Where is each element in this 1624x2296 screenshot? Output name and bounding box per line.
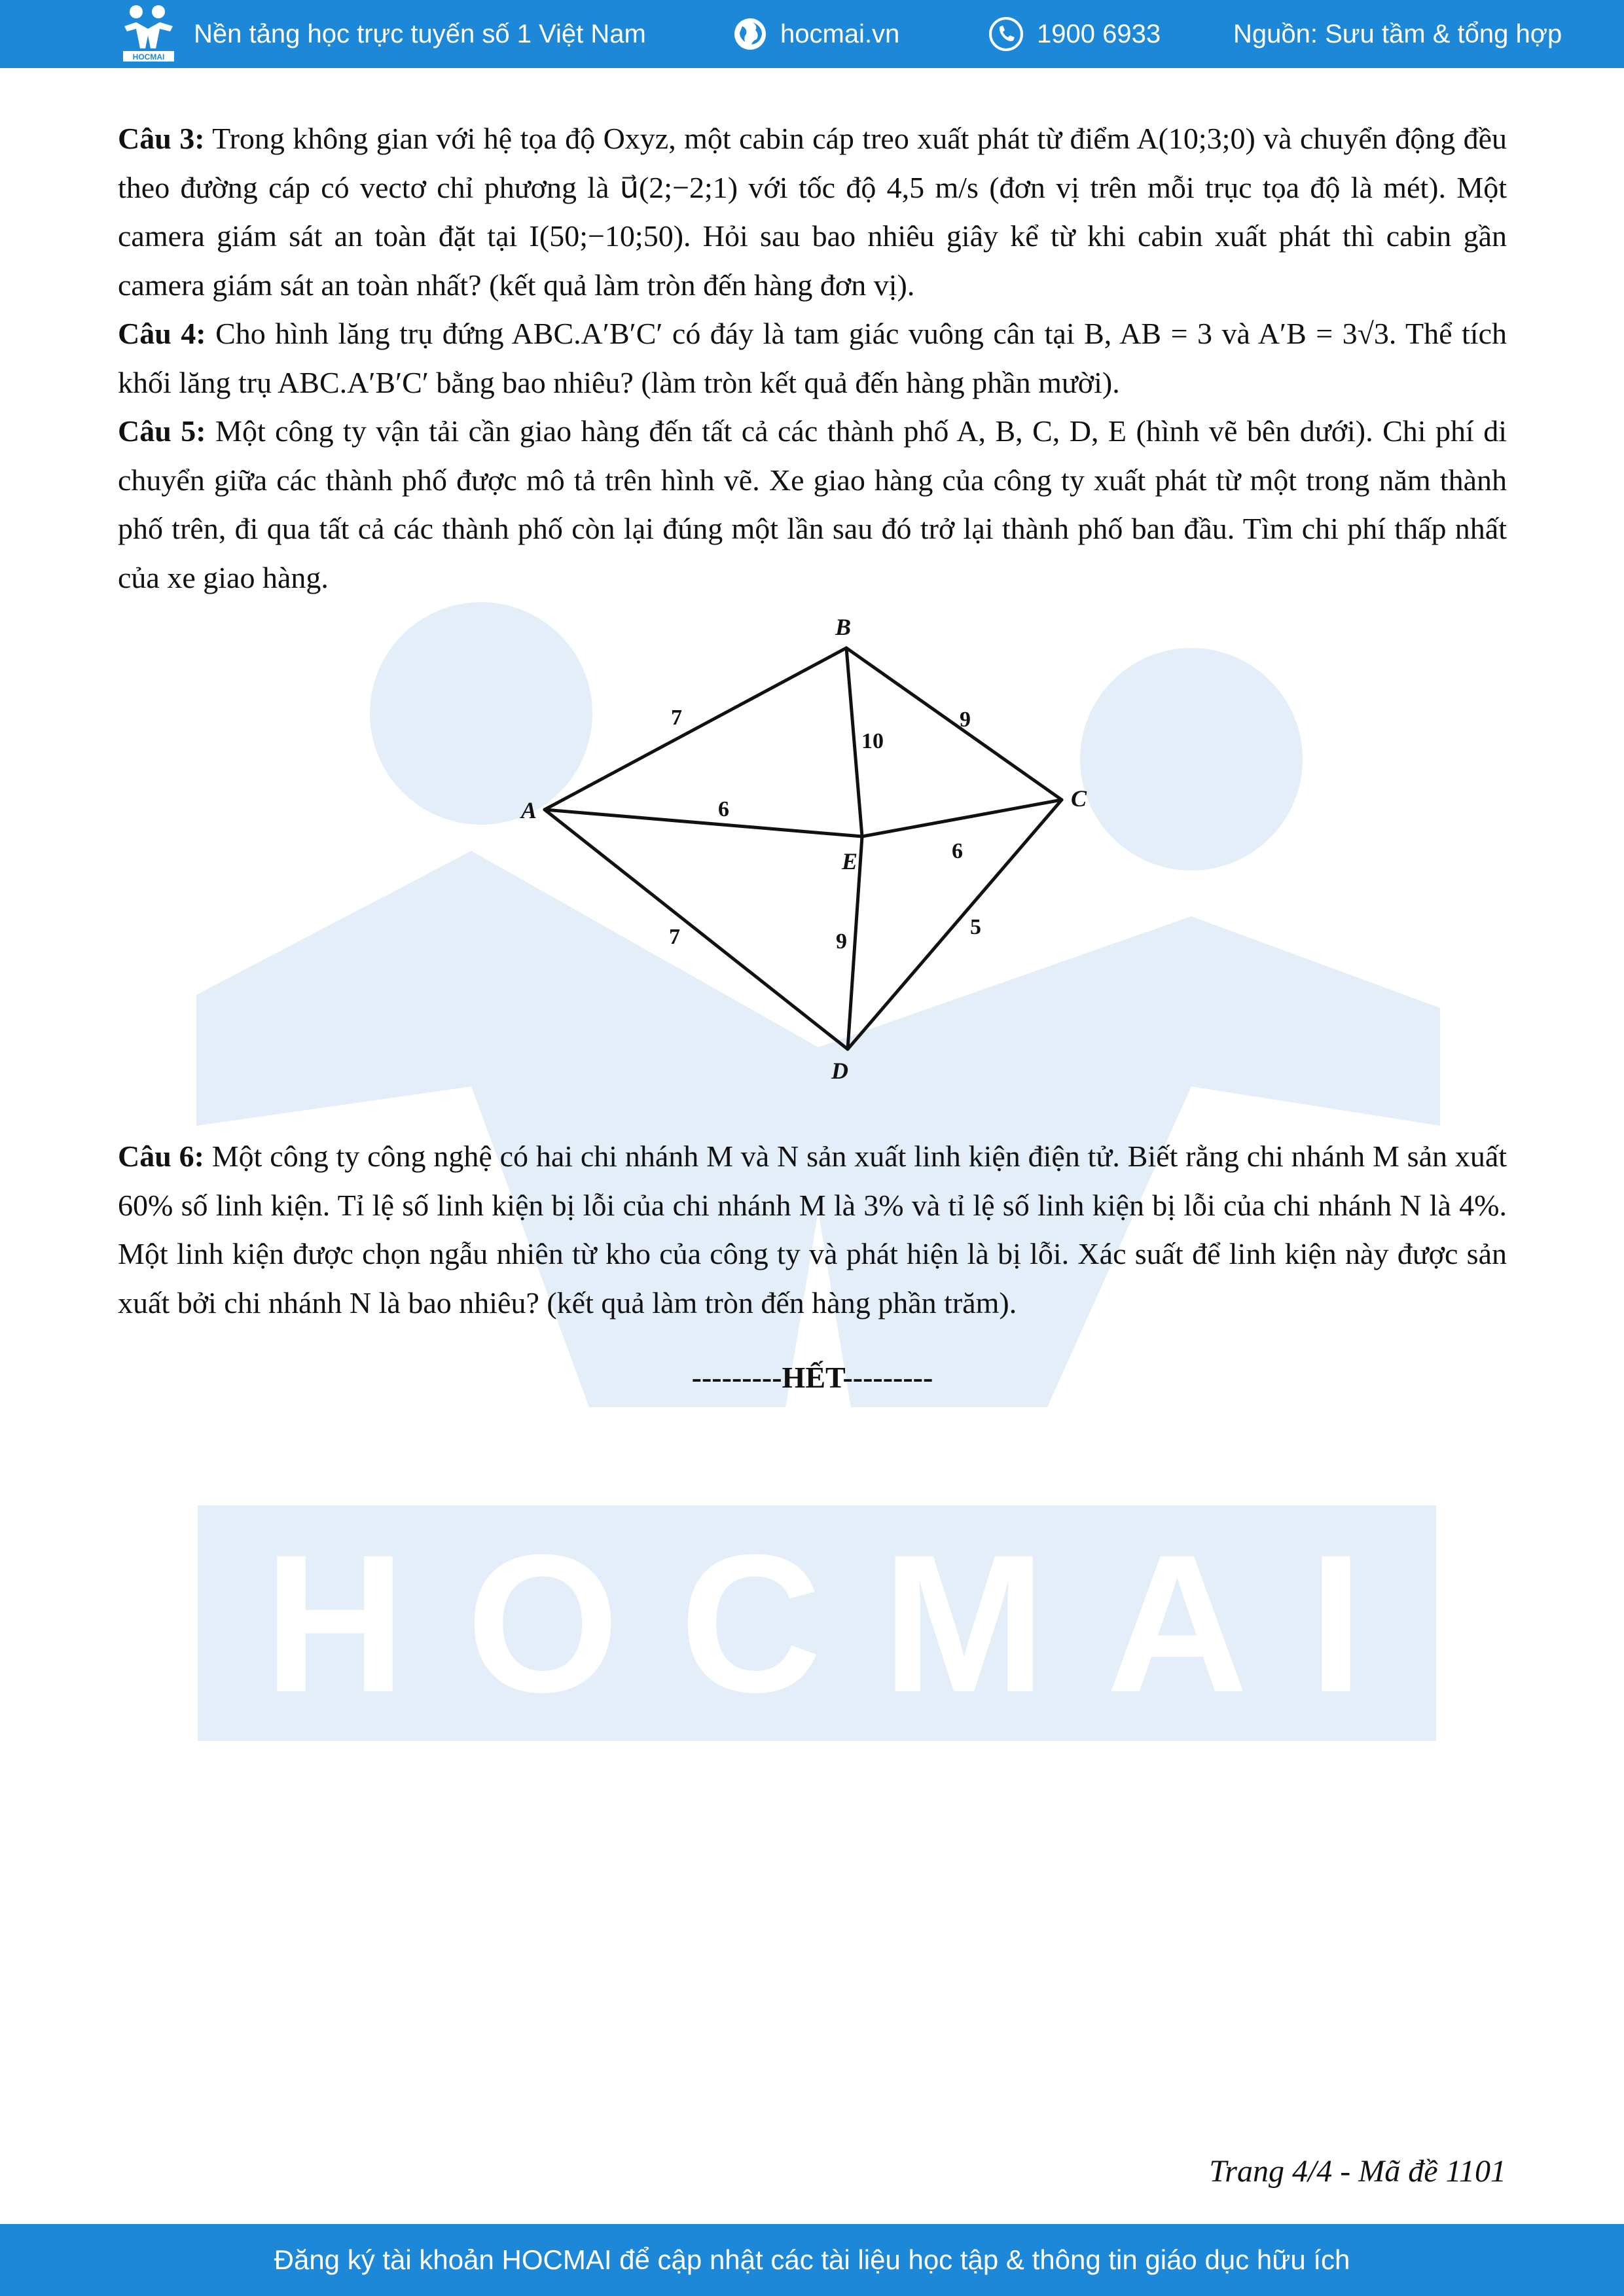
- question-text: Một công ty vận tải cần giao hàng đến tất cả các thành phố A, B, C, D, E (hình vẽ bên dưới). Chi phí di chuyển giữa các thành phố được mô tả trên hình vẽ. Xe giao hàng của công ty xuất phát từ một trong năm thành phố trên, đi qua tất cả các thành phố còn lại đúng một lần sau đó trở lại thành phố ban đầu. Tìm chi phí thấp nhất của xe giao hàng.: [118, 414, 1507, 594]
- weight-a-e: 6: [718, 797, 729, 822]
- weight-a-d: 7: [669, 925, 680, 950]
- header-source: Nguồn: Sưu tầm & tổng hợp: [1233, 19, 1562, 48]
- logo-text: HOCMAI: [132, 52, 165, 62]
- footer-text: Đăng ký tài khoản HOCMAI để cập nhật các tài liệu học tập & thông tin giáo dục hữu ích: [274, 2244, 1350, 2275]
- question-3: [118, 115, 1507, 310]
- phone-icon: [988, 16, 1024, 52]
- question-text: Một công ty công nghệ có hai chi nhánh M và N sản xuất linh kiện điện tử. Biết rằng chi nhánh M sản xuất 60% số linh kiện. Tỉ lệ số linh kiện bị lỗi của chi nhánh M là 3% và tỉ lệ số linh kiện bị lỗi của chi nhánh N là 4%. Một linh kiện được chọn ngẫu nhiên từ kho của công ty và phát hiện là bị lỗi. Xác suất để linh kiện này được sản xuất bởi chi nhánh N là bao nhiêu? (kết quả làm tròn đến hàng phần trăm).: [118, 1139, 1507, 1319]
- question-6: [118, 1132, 1507, 1327]
- edge-b-c: [846, 648, 1062, 800]
- header-tagline: Nền tảng học trực tuyến số 1 Việt Nam: [194, 19, 646, 48]
- question-label: Câu 6:: [118, 1139, 204, 1174]
- node-b-label: B: [835, 614, 852, 641]
- page-number: Trang 4/4 - Mã đề 1101: [1209, 2154, 1506, 2189]
- page-footer[interactable]: [0, 2224, 1624, 2296]
- end-mark: ---------HẾT---------: [691, 1361, 933, 1395]
- edge-a-d: [545, 810, 848, 1049]
- weight-b-c: 9: [960, 708, 971, 732]
- edge-a-e: [545, 810, 862, 836]
- watermark-wordmark: H O C M A I: [198, 1505, 1436, 1741]
- weight-a-b: 7: [671, 706, 682, 730]
- node-e-label: E: [842, 848, 858, 875]
- question-4: [118, 310, 1507, 407]
- header-phone[interactable]: 1900 6933: [988, 0, 1161, 68]
- weight-e-d: 9: [836, 929, 847, 954]
- header-website-link[interactable]: hocmai.vn: [733, 0, 899, 68]
- edge-c-d: [848, 800, 1062, 1049]
- question-5: [118, 407, 1507, 602]
- hocmai-logo-icon: [118, 3, 179, 63]
- node-c-label: C: [1071, 785, 1087, 812]
- weight-b-e: 10: [861, 729, 884, 754]
- globe-icon: [733, 17, 767, 51]
- page-content: [118, 115, 1507, 1403]
- node-d-label: D: [831, 1058, 848, 1085]
- weight-c-d: 5: [970, 915, 981, 940]
- node-a-label: A: [521, 797, 537, 824]
- question-label: Câu 5:: [118, 414, 206, 448]
- graph-diagram: [118, 609, 1507, 1106]
- graph-figure: [118, 609, 1507, 1106]
- question-label: Câu 3:: [118, 122, 205, 155]
- edge-a-b: [545, 648, 846, 810]
- page-header: [0, 0, 1624, 68]
- question-label: Câu 4:: [118, 317, 206, 351]
- edge-b-e: [846, 648, 862, 836]
- question-text: Cho hình lăng trụ đứng ABC.A′B′C′ có đáy là tam giác vuông cân tại B, AB = 3 và A′B = 3√3. Thể tích khối lăng trụ ABC.A′B′C′ bằng bao nhiêu? (làm tròn kết quả đến hàng phần mười).: [118, 317, 1507, 399]
- question-text: Trong không gian với hệ tọa độ Oxyz, một cabin cáp treo xuất phát từ điểm A(10;3;0) và chuyển động đều theo đường cáp có vectơ chỉ phương là u⃗(2;−2;1) với tốc độ 4,5 m/s (đơn vị trên mỗi trục tọa độ là mét). Một camera giám sát an toàn đặt tại I(50;−10;50). Hỏi sau bao nhiêu giây kể từ khi cabin xuất phát thì cabin gần camera giám sát an toàn nhất? (kết quả làm tròn đến hàng đơn vị).: [118, 122, 1507, 302]
- weight-e-c: 6: [952, 839, 963, 864]
- edge-e-c: [862, 800, 1062, 836]
